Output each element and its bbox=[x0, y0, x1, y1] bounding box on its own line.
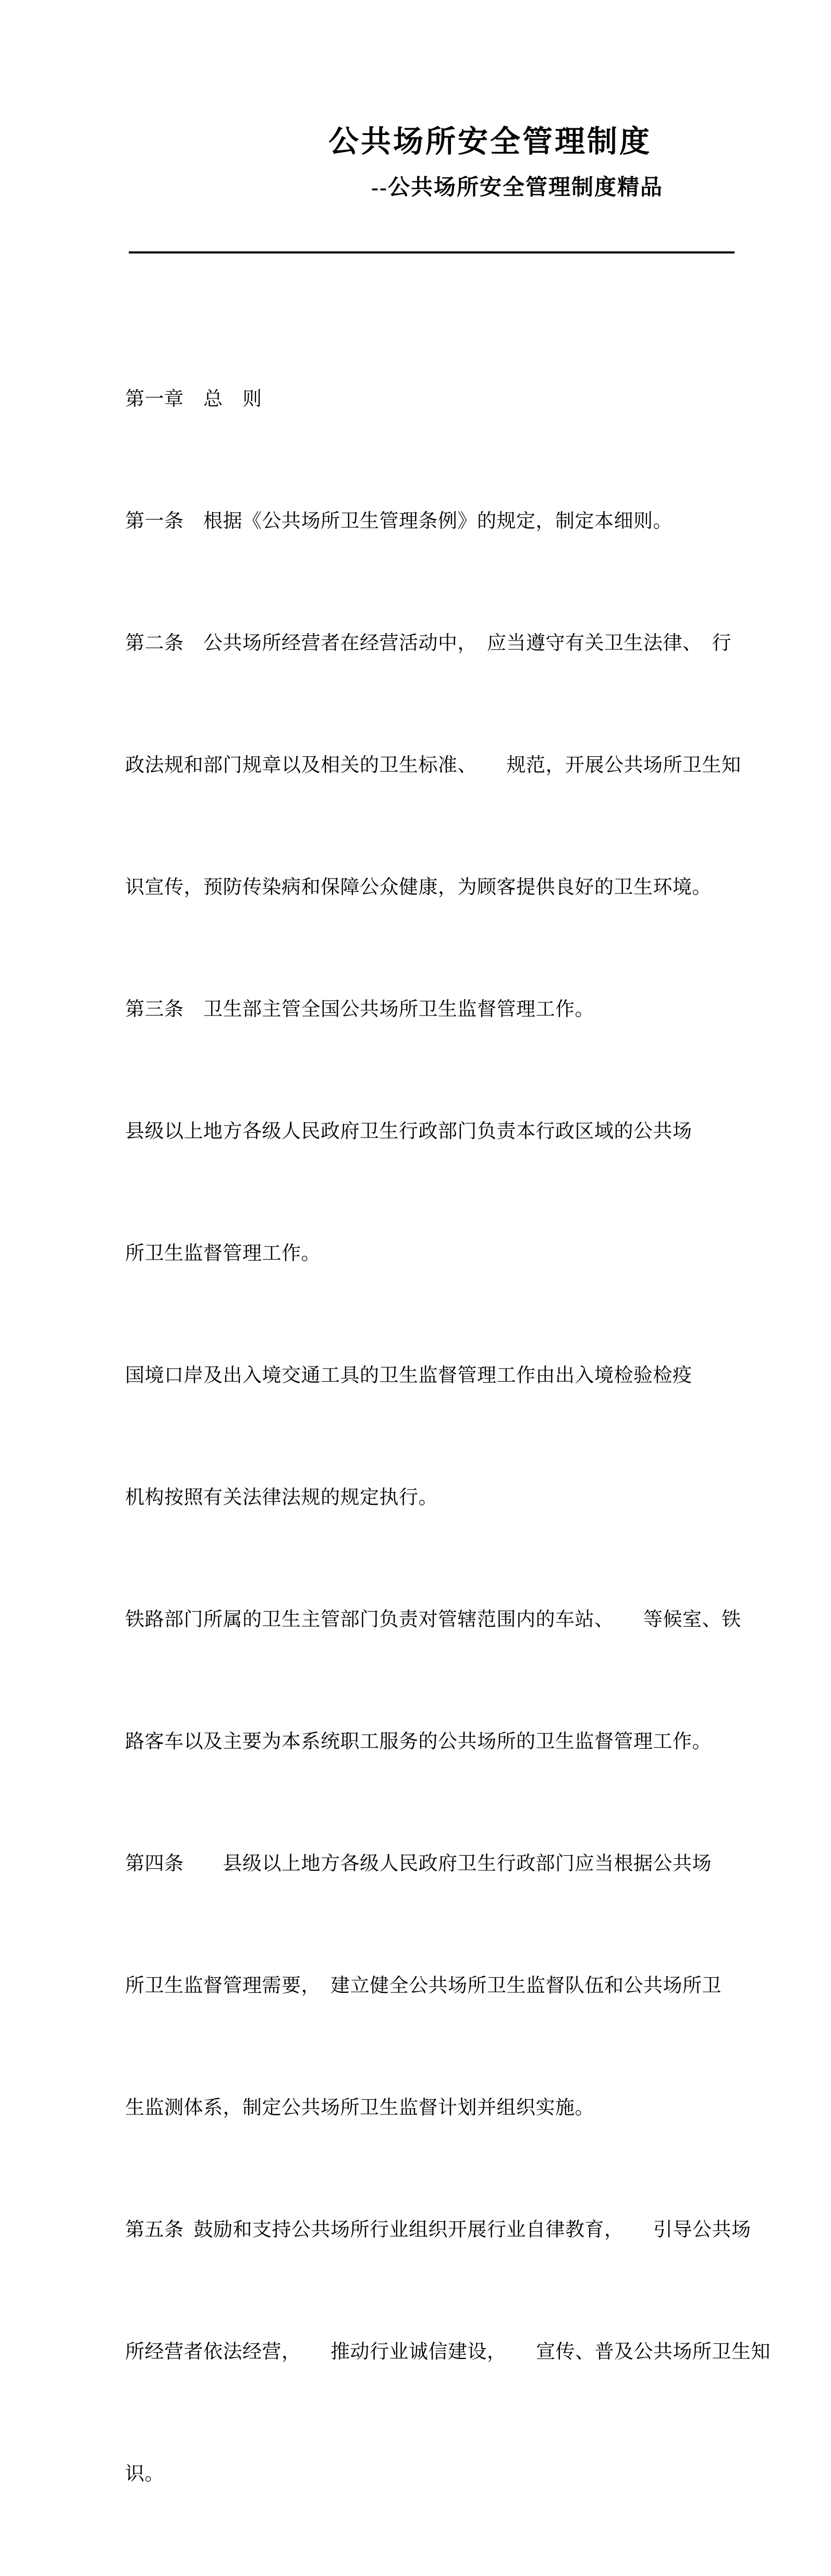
doc-line-article-2: 第二条 公共场所经营者在经营活动中， 应当遵守有关卫生法律、 行 bbox=[125, 633, 731, 654]
doc-line: 路客车以及主要为本系统职工服务的公共场所的卫生监督管理工作。 bbox=[125, 1731, 712, 1752]
document-body bbox=[125, 298, 782, 2576]
doc-line-article-3: 第三条 卫生部主管全国公共场所卫生监督管理工作。 bbox=[125, 999, 594, 1020]
doc-line: 铁路部门所属的卫生主管部门负责对管辖范围内的车站、 等候室、铁 bbox=[125, 1609, 741, 1630]
doc-line: 国境口岸及出入境交通工具的卫生监督管理工作由出入境检验检疫 bbox=[125, 1365, 692, 1386]
document-subtitle: --公共场所安全管理制度精品 bbox=[371, 176, 663, 200]
title-divider-line bbox=[129, 251, 735, 253]
doc-line-article-1: 第一条 根据《公共场所卫生管理条例》的规定，制定本细则。 bbox=[125, 511, 673, 532]
document-title: 公共场所安全管理制度 bbox=[328, 125, 652, 159]
doc-line: 所卫生监督管理需要， 建立健全公共场所卫生监督队伍和公共场所卫 bbox=[125, 1975, 722, 1997]
doc-line-article-5: 第五条 鼓励和支持公共场所行业组织开展行业自律教育， 引导公共场 bbox=[125, 2219, 751, 2241]
doc-line: 所卫生监督管理工作。 bbox=[125, 1243, 321, 1264]
doc-line: 识宣传，预防传染病和保障公众健康，为顾客提供良好的卫生环境。 bbox=[125, 877, 712, 898]
doc-line: 生监测体系，制定公共场所卫生监督计划并组织实施。 bbox=[125, 2097, 594, 2119]
doc-line: 识。 bbox=[125, 2463, 164, 2485]
doc-line-article-4: 第四条 县级以上地方各级人民政府卫生行政部门应当根据公共场 bbox=[125, 1853, 712, 1874]
doc-line: 所经营者依法经营， 推动行业诚信建设， 宣传、普及公共场所卫生知 bbox=[125, 2341, 771, 2363]
doc-line: 政法规和部门规章以及相关的卫生标准、 规范，开展公共场所卫生知 bbox=[125, 755, 741, 776]
chapter-heading: 第一章 总 则 bbox=[125, 389, 262, 410]
doc-line: 机构按照有关法律法规的规定执行。 bbox=[125, 1487, 438, 1508]
doc-line: 县级以上地方各级人民政府卫生行政部门负责本行政区域的公共场 bbox=[125, 1121, 692, 1142]
